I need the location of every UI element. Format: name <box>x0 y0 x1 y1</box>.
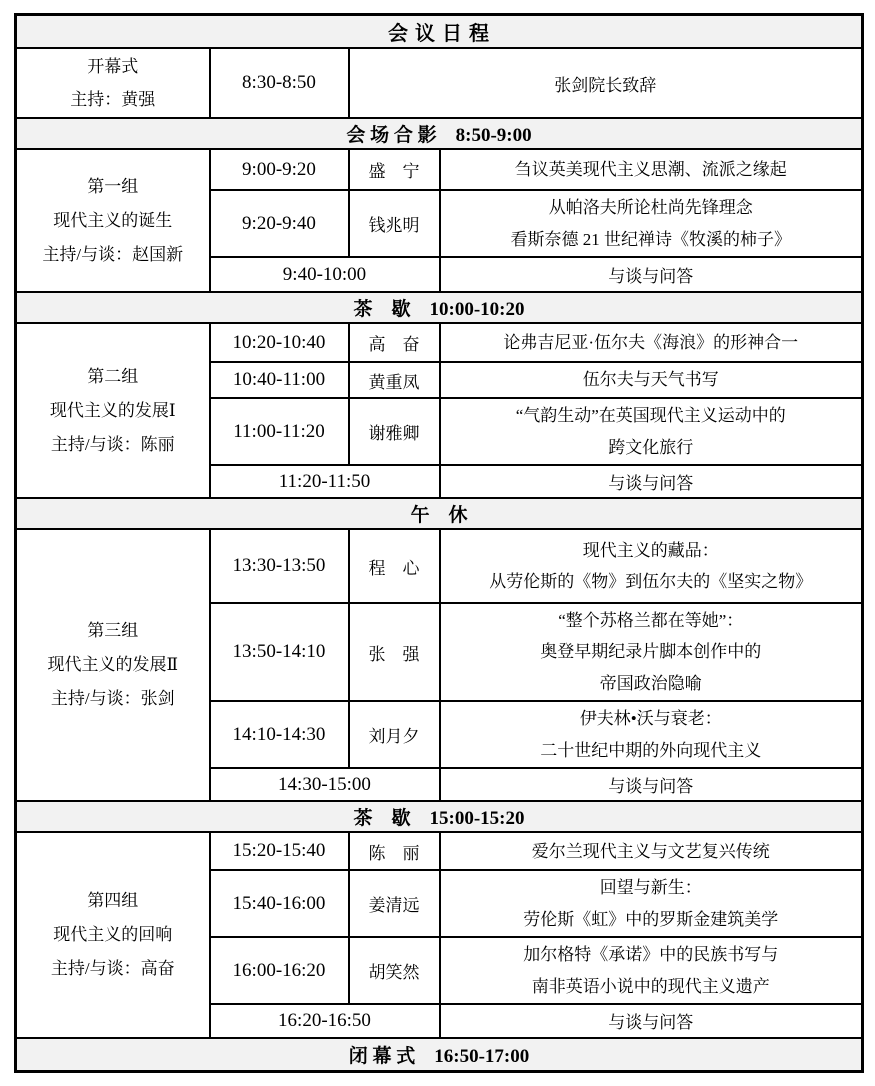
qa-label-cell: 与谈与问答 <box>440 465 863 498</box>
group-name-line: 现代主义的回响 <box>53 925 173 945</box>
session-title-line: 伍尔夫与天气书写 <box>582 370 719 390</box>
session-time-cell: 13:30-13:50 <box>210 529 349 603</box>
opening-content-cell: 张剑院长致辞 <box>349 48 863 118</box>
session-speaker-cell: 刘月夕 <box>349 701 440 768</box>
session-title-line: 回望与新生： <box>599 878 702 898</box>
session-speaker-cell: 陈 丽 <box>349 832 440 870</box>
group-name-line: 第二组 <box>87 366 139 386</box>
session-title-cell <box>440 701 863 768</box>
session-title-cell <box>440 362 863 398</box>
group-3-name-cell <box>16 529 210 801</box>
qa-time-cell: 16:20-16:50 <box>210 1004 440 1038</box>
qa-time-cell: 11:20-11:50 <box>210 465 440 498</box>
group-name-line: 现代主义的发展Ⅰ <box>49 400 176 420</box>
lunch-banner: 午 休 <box>16 498 863 529</box>
qa-time-cell: 9:40-10:00 <box>210 257 440 292</box>
session-speaker-cell: 黄重凤 <box>349 362 440 398</box>
session-time-cell: 10:40-11:00 <box>210 362 349 398</box>
group-name-line: 第三组 <box>87 621 139 641</box>
group-name-line: 主持/与谈：高奋 <box>50 959 175 979</box>
session-title-line: 刍议英美现代主义思潮、流派之缘起 <box>514 160 787 180</box>
session-title-cell <box>440 870 863 937</box>
session-title-line: 奥登早期纪录片脚本创作中的 <box>540 642 762 662</box>
session-speaker-cell: 高 奋 <box>349 323 440 362</box>
session-time-cell: 15:40-16:00 <box>210 870 349 937</box>
qa-time-cell: 14:30-15:00 <box>210 768 440 801</box>
opening-host: 主持：黄强 <box>70 90 156 110</box>
session-speaker-cell: 胡笑然 <box>349 937 440 1004</box>
session-title-line: 伊夫林•沃与衰老： <box>579 709 722 729</box>
session-title-cell <box>440 832 863 870</box>
group-4-name-cell <box>16 832 210 1038</box>
group-name-line: 现代主义的诞生 <box>53 210 173 230</box>
session-title-line: 帝国政治隐喻 <box>599 673 702 693</box>
opening-time-cell: 8:30-8:50 <box>210 48 349 118</box>
opening-label: 开幕式 <box>87 57 139 76</box>
session-time-cell: 13:50-14:10 <box>210 603 349 701</box>
session-title-line: 爱尔兰现代主义与文艺复兴传统 <box>531 841 770 861</box>
session-time-cell: 11:00-11:20 <box>210 398 349 465</box>
session-title-line: 从劳伦斯的《物》到伍尔夫的《坚实之物》 <box>489 572 813 592</box>
group-name-line: 第一组 <box>87 176 139 196</box>
session-title-cell <box>440 603 863 701</box>
group-name-line: 现代主义的发展Ⅱ <box>47 655 179 675</box>
group-name-line: 主持/与谈：陈丽 <box>50 434 175 454</box>
session-title-line: 加尔格特《承诺》中的民族书写与 <box>523 945 779 965</box>
photo-banner: 会 场 合 影 8:50-9:00 <box>16 118 863 149</box>
session-speaker-cell: 姜清远 <box>349 870 440 937</box>
closing-banner: 闭 幕 式 16:50-17:00 <box>16 1038 863 1072</box>
group-name-line: 主持/与谈：赵国新 <box>42 244 184 264</box>
conference-schedule-table <box>14 13 864 1073</box>
session-speaker-cell: 谢雅卿 <box>349 398 440 465</box>
session-title-line: “整个苏格兰都在等她”： <box>558 611 744 631</box>
session-title-line: 劳伦斯《虹》中的罗斯金建筑美学 <box>523 909 779 929</box>
session-time-cell: 14:10-14:30 <box>210 701 349 768</box>
session-title-line: 从帕洛夫所论杜尚先锋理念 <box>548 198 753 218</box>
qa-label-cell: 与谈与问答 <box>440 1004 863 1038</box>
session-speaker-cell: 张 强 <box>349 603 440 701</box>
session-time-cell: 9:20-9:40 <box>210 190 349 257</box>
session-title-cell <box>440 398 863 465</box>
table-title: 会 议 日 程 <box>16 15 863 49</box>
qa-label-cell: 与谈与问答 <box>440 257 863 292</box>
session-speaker-cell: 钱兆明 <box>349 190 440 257</box>
session-title-cell <box>440 149 863 190</box>
session-title-line: 南非英语小说中的现代主义遗产 <box>531 976 770 996</box>
session-title-line: 现代主义的藏品： <box>582 540 719 560</box>
opening-name-cell <box>16 48 210 118</box>
session-speaker-cell: 程 心 <box>349 529 440 603</box>
session-time-cell: 15:20-15:40 <box>210 832 349 870</box>
qa-label-cell: 与谈与问答 <box>440 768 863 801</box>
tea-break-2-banner: 茶 歇 15:00-15:20 <box>16 801 863 832</box>
group-2-name-cell <box>16 323 210 498</box>
group-name-line: 第四组 <box>87 891 139 911</box>
session-time-cell: 16:00-16:20 <box>210 937 349 1004</box>
session-title-cell <box>440 529 863 603</box>
session-title-line: 二十世纪中期的外向现代主义 <box>540 740 762 760</box>
session-speaker-cell: 盛 宁 <box>349 149 440 190</box>
session-title-line: “气韵生动”在英国现代主义运动中的 <box>515 406 786 426</box>
session-title-cell <box>440 323 863 362</box>
session-title-cell <box>440 190 863 257</box>
session-title-line: 看斯奈德 21 世纪禅诗《牧溪的柿子》 <box>510 229 791 249</box>
tea-break-1-banner: 茶 歇 10:00-10:20 <box>16 292 863 323</box>
session-time-cell: 9:00-9:20 <box>210 149 349 190</box>
session-time-cell: 10:20-10:40 <box>210 323 349 362</box>
session-title-line: 论弗吉尼亚·伍尔夫《海浪》的形神合一 <box>503 332 799 352</box>
session-title-cell <box>440 937 863 1004</box>
group-1-name-cell <box>16 149 210 292</box>
group-name-line: 主持/与谈：张剑 <box>50 689 175 709</box>
session-title-line: 跨文化旅行 <box>608 437 694 457</box>
